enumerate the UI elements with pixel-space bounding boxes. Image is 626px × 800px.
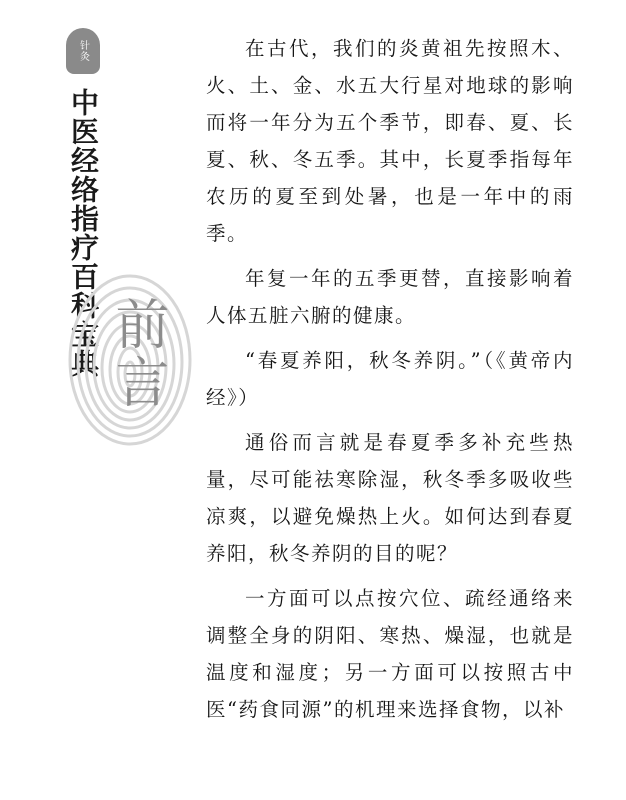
paragraph: 一方面可以点按穴位、疏经通络来调整全身的阴阳、寒热、燥湿，也就是温度和湿度；另一方面可以按照古中医“药食同源”的机理来选择食物，以补 <box>206 587 574 721</box>
seal-logo <box>66 28 100 74</box>
paragraph: 年复一年的五季更替，直接影响着人体五脏六腑的健康。 <box>206 267 574 327</box>
seal-text: 针灸 <box>77 40 89 62</box>
paragraph: 在古代，我们的炎黄祖先按照木、火、土、金、水五大行星对地球的影响而将一年分为五个季节，即春、夏、长夏、秋、冬五季。其中，长夏季指每年农历的夏至到处暑，也是一年中的雨季。 <box>206 37 574 245</box>
paragraph: “春夏养阳，秋冬养阴。”（《黄帝内经》） <box>206 349 574 409</box>
preface-body <box>206 30 574 736</box>
paragraph: 通俗而言就是春夏季多补充些热量，尽可能祛寒除湿，秋冬季多吸收些凉爽，以避免燥热上火。如何达到春夏养阳，秋冬养阴的目的呢？ <box>206 431 574 565</box>
section-title: 前言 <box>107 296 170 412</box>
book-title: 中医经络指疗百科宝典 <box>67 88 100 378</box>
